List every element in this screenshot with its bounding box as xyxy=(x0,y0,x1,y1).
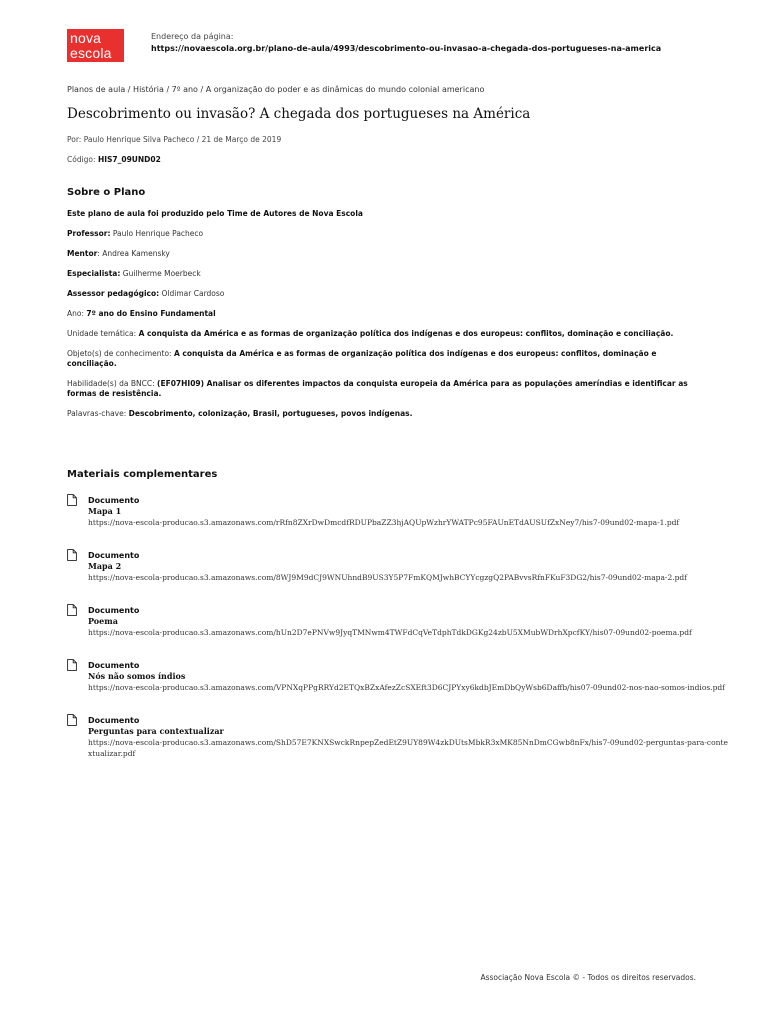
author-date: Por: Paulo Henrique Silva Pacheco / 21 de Março de 2019 xyxy=(67,135,282,144)
field-value: A conquista da América e as formas de organização política dos indígenas e dos europeus: conflitos, dominação e conciliação. xyxy=(138,329,674,338)
document-item xyxy=(67,604,727,659)
about-field xyxy=(67,409,707,419)
document-link[interactable]: https://nova-escola-producao.s3.amazonaws.com/VPNXqPPgRRYd2ETQxBZxAfezZcSXEft3D6CJPYxy6kdbJEmDbQyWsb6Daffb/his07-09und02-nos-nao-somos-indios.pdf xyxy=(88,683,725,692)
materials-heading: Materiais complementares xyxy=(67,469,218,480)
document-name: Mapa 1 xyxy=(88,506,122,516)
field-value: 7º ano do Ensino Fundamental xyxy=(86,309,216,318)
nova-escola-logo[interactable] xyxy=(67,29,124,62)
document-body xyxy=(88,605,728,638)
field-value: : Andrea Kamensky xyxy=(97,249,170,258)
logo-line-2: escola xyxy=(70,45,112,61)
code-value: HIS7_09UND02 xyxy=(97,155,161,164)
document-link[interactable]: https://nova-escola-producao.s3.amazonaws.com/hUn2D7ePNVw9JyqTMNwm4TWFdCqVeTdphTdkDGKg24zbU5XMubWDrhXpcfKY/his07-09und02-poema.pdf xyxy=(88,628,692,637)
field-label: Habilidade(s) da BNCC: xyxy=(67,379,158,388)
materials-list xyxy=(67,494,727,769)
document-name: Mapa 2 xyxy=(88,561,122,571)
field-value: Descobrimento, colonização, Brasil, portugueses, povos indígenas. xyxy=(128,409,413,418)
document-name: Nós não somos índios xyxy=(88,671,186,681)
document-link[interactable]: https://nova-escola-producao.s3.amazonaws.com/8WJ9M9dCJ9WNUhndB9US3Y5P7FmKQMJwhBCYYcgzgQ2PABvvsRfnFKuF3DG2/his7-09und02-mapa-2.pdf xyxy=(88,573,688,582)
document-body xyxy=(88,660,728,693)
document-icon xyxy=(67,604,77,616)
about-field xyxy=(67,329,707,339)
page-address xyxy=(151,31,661,55)
document-kind: Documento xyxy=(88,551,140,560)
document-link[interactable]: https://nova-escola-producao.s3.amazonaws.com/rRfn8ZXrDwDmcdfRDUPbaZZ3hjAQUpWzhrYWATPc95FAUnETdAUSUfZxNey7/his7-09und02-mapa-1.pdf xyxy=(88,518,680,527)
address-label: Endereço da página: xyxy=(151,32,234,41)
about-heading: Sobre o Plano xyxy=(67,187,146,198)
field-value: A conquista da América e as formas de organização política dos indígenas e dos europeus: conflitos, dominação e conciliação. xyxy=(67,349,657,368)
field-value: Paulo Henrique Pacheco xyxy=(110,229,204,238)
field-label: Unidade temática: xyxy=(67,329,139,338)
field-value: Guilherme Moerbeck xyxy=(120,269,201,278)
document-item xyxy=(67,549,727,604)
document-kind: Documento xyxy=(88,716,140,725)
document-icon xyxy=(67,494,77,506)
document-link[interactable]: https://nova-escola-producao.s3.amazonaws.com/ShD57E7KNXSwckRnpepZedEtZ9UY89W4zkDUtsMbkR3xMK85NnDmCGwb8nFx/his7-09und02-perguntas-para-contextualizar.pdf xyxy=(88,738,728,758)
document-icon xyxy=(67,549,77,561)
document-body xyxy=(88,495,728,528)
about-field xyxy=(67,379,707,399)
about-field xyxy=(67,229,707,239)
document-kind: Documento xyxy=(88,606,140,615)
document-item xyxy=(67,494,727,549)
about-field xyxy=(67,269,707,279)
about-fields xyxy=(67,209,707,419)
breadcrumb: Planos de aula / História / 7º ano / A organização do poder e as dinâmicas do mundo colonial americano xyxy=(67,85,485,94)
field-label: Assessor pedagógico: xyxy=(67,289,160,298)
about-field xyxy=(67,309,707,319)
code-label: Código: xyxy=(67,155,98,164)
document-item xyxy=(67,659,727,714)
field-value: Oldimar Cardoso xyxy=(159,289,225,298)
about-field xyxy=(67,349,707,369)
page-title: Descobrimento ou invasão? A chegada dos portugueses na América xyxy=(67,106,531,122)
logo-line-1: nova xyxy=(70,30,102,46)
address-url[interactable]: https://novaescola.org.br/plano-de-aula/4993/descobrimento-ou-invasao-a-chegada-dos-portugueses-na-america xyxy=(151,44,662,53)
field-label: Palavras-chave: xyxy=(67,409,129,418)
document-icon xyxy=(67,659,77,671)
field-label: Professor: xyxy=(67,229,111,238)
about-field xyxy=(67,289,707,299)
field-label: Mentor xyxy=(67,249,98,258)
document-icon xyxy=(67,714,77,726)
footer-copyright: Associação Nova Escola © - Todos os direitos reservados. xyxy=(480,973,696,982)
document-body xyxy=(88,715,728,759)
field-label: Especialista: xyxy=(67,269,121,278)
lesson-header xyxy=(67,84,707,429)
lesson-code xyxy=(67,155,707,165)
document-body xyxy=(88,550,728,583)
about-section xyxy=(67,186,707,419)
document-item xyxy=(67,714,727,769)
field-label: Ano: xyxy=(67,309,87,318)
document-kind: Documento xyxy=(88,496,140,505)
field-label: Objeto(s) de conhecimento: xyxy=(67,349,174,358)
document-kind: Documento xyxy=(88,661,140,670)
about-intro: Este plano de aula foi produzido pelo Time de Autores de Nova Escola xyxy=(67,209,363,218)
about-field xyxy=(67,249,707,259)
document-name: Poema xyxy=(88,616,118,626)
document-name: Perguntas para contextualizar xyxy=(88,726,224,736)
field-value: (EF07HI09) Analisar os diferentes impactos da conquista europeia da América para as populações ameríndias e identificar as formas de resistência. xyxy=(67,379,688,398)
